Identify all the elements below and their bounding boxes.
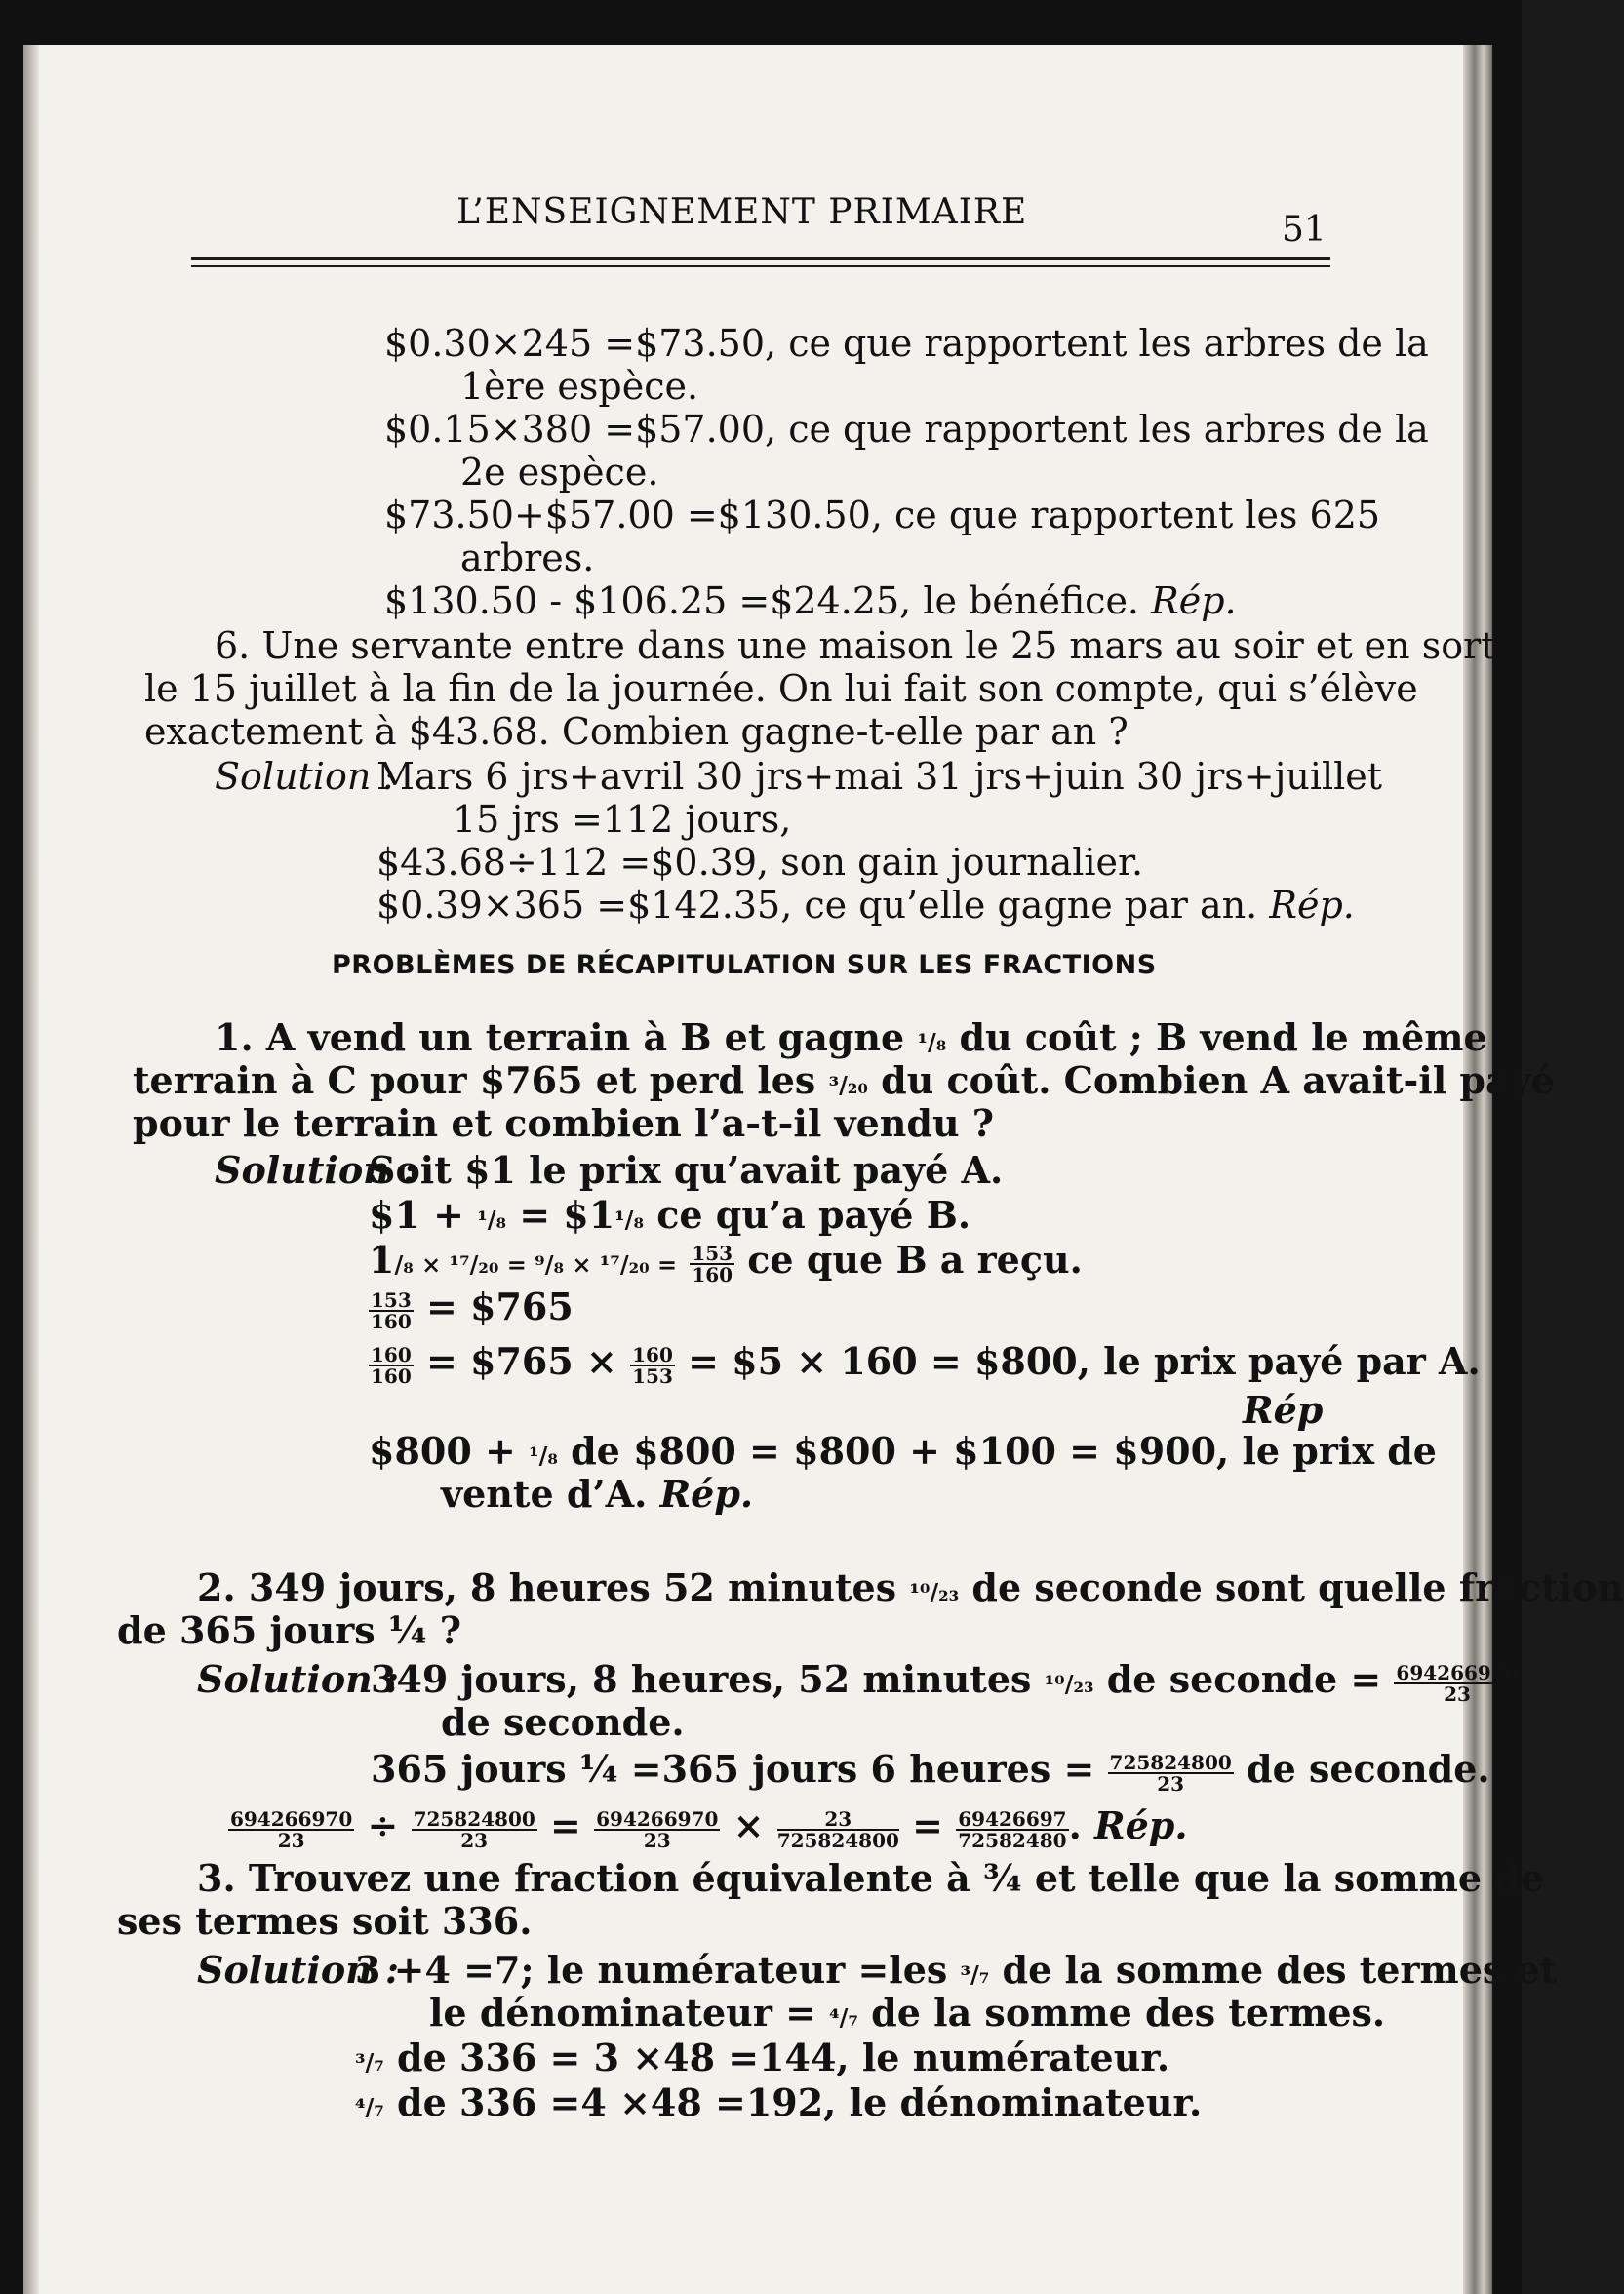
text-line: 365 jours ¼ =365 jours 6 heures = $\frac{725824800}{23}$ de seconde. xyxy=(371,1747,1490,1796)
fraction-725824800-23: $\frac{725824800}{23}$ xyxy=(413,1806,535,1852)
fraction-160-153: $\frac{160}{153}$ xyxy=(632,1342,673,1388)
fraction-694266970-23: $\frac{694266970}{23}$ xyxy=(1396,1660,1519,1706)
text-line: Mars 6 jrs+avril 30 jrs+mai 31 jrs+juin 30 jrs+juillet xyxy=(376,755,1383,798)
fraction-160-160: $\frac{160}{160}$ xyxy=(371,1342,412,1388)
book-page xyxy=(23,45,1624,2294)
fraction-153-160: $\frac{153}{160}$ xyxy=(371,1287,412,1333)
problem-6-line: 6. Une servante entre dans une maison le 25 mars au soir et en sort xyxy=(215,624,1496,667)
text-line: $\frac{153}{160}$ = $765 xyxy=(371,1285,574,1333)
text-line: $73.50+$57.00 =$130.50, ce que rapportent les 625 xyxy=(384,494,1381,536)
text-line: 15 jrs =112 jours, xyxy=(453,798,792,841)
problem-2-line: de 365 jours ¼ ? xyxy=(117,1608,462,1652)
text-line: de seconde. xyxy=(441,1700,685,1744)
text-line: ³/₇ de 336 = 3 ×48 =144, le numérateur. xyxy=(355,2036,1170,2079)
text-line: $\frac{694266970}{23}$ ÷ $\frac{725824800}{23}$ = $\frac{694266970}{23}$ × $\frac{23}{725824800}$ = $\frac{69426697}{72582480}$ . Rép. xyxy=(230,1803,1188,1852)
text-line: 349 jours, 8 heures, 52 minutes ¹⁰/₂₃ de seconde = $\frac{694266970}{23}$ xyxy=(371,1657,1519,1706)
solution-label: Solution : xyxy=(197,1657,400,1701)
problem-1-line: pour le terrain et combien l’a-t-il vendu ? xyxy=(133,1101,995,1145)
page-number: 51 xyxy=(1282,210,1327,250)
answer-label: Rép xyxy=(1243,1388,1324,1432)
solution-label: Solution : xyxy=(215,1148,417,1192)
text-line: $\frac{160}{160}$ = $765 × $\frac{160}{153}$ = $5 × 160 = $800, le prix payé par A. xyxy=(371,1339,1481,1388)
text-line: Soit $1 le prix qu’avait payé A. xyxy=(369,1148,1004,1192)
problem-1-line: 1. A vend un terrain à B et gagne ¹/₈ du coût ; B vend le même xyxy=(215,1015,1487,1059)
fraction-69426697-72582480: $\frac{69426697}{72582480}$ xyxy=(958,1806,1067,1852)
problem-6-line: le 15 juillet à la fin de la journée. On lui fait son compte, qui s’élève xyxy=(144,667,1418,710)
text-line: 1/₈ × ¹⁷/₂₀ = ⁹/₈ × ¹⁷/₂₀ = $\frac{153}{160}$ ce que B a reçu. xyxy=(369,1238,1083,1286)
text-line: vente d’A. Rép. xyxy=(441,1472,754,1516)
text-line: 2e espèce. xyxy=(460,451,659,494)
text-line: $1 + ¹/₈ = $1¹/₈ ce qu’a payé B. xyxy=(369,1193,971,1237)
header-rule-top xyxy=(191,257,1330,260)
fraction-694266970-23: $\frac{694266970}{23}$ xyxy=(230,1806,353,1852)
page-left-edge xyxy=(23,45,39,2294)
fraction-725824800-23: $\frac{725824800}{23}$ xyxy=(1109,1750,1232,1796)
text-line: $0.39×365 =$142.35, ce qu’elle gagne par an. Rép. xyxy=(376,884,1355,927)
text-line: $43.68÷112 =$0.39, son gain journalier. xyxy=(376,841,1144,884)
text-line: $0.15×380 =$57.00, ce que rapportent les arbres de la xyxy=(384,408,1429,451)
text-line: 1ère espèce. xyxy=(460,365,699,408)
fraction-694266970-23: $\frac{694266970}{23}$ xyxy=(596,1806,719,1852)
solution-label: Solution : xyxy=(197,1948,400,1992)
fraction-153-160: $\frac{153}{160}$ xyxy=(692,1241,733,1286)
text-line: 3 +4 =7; le numérateur =les ³/₇ de la somme des termes et xyxy=(355,1948,1558,1992)
text-line: $0.30×245 =$73.50, ce que rapportent les arbres de la xyxy=(384,322,1429,365)
problem-6-line: exactement à $43.68. Combien gagne-t-elle par an ? xyxy=(144,710,1129,753)
text-line: $130.50 - $106.25 =$24.25, le bénéfice. Rép. xyxy=(384,579,1237,622)
text-line: le dénominateur = ⁴/₇ de la somme des termes. xyxy=(429,1991,1386,2035)
text-line: ⁴/₇ de 336 =4 ×48 =192, le dénominateur. xyxy=(355,2080,1203,2124)
problem-3-line: ses termes soit 336. xyxy=(117,1899,533,1943)
header-rule-bottom xyxy=(191,265,1330,267)
text-line: arbres. xyxy=(460,536,595,579)
text-line: $800 + ¹/₈ de $800 = $800 + $100 = $900, le prix de xyxy=(369,1429,1437,1473)
solution-label: Solution : xyxy=(215,755,396,798)
problem-3-line: 3. Trouvez une fraction équivalente à ¾ et telle que la somme de xyxy=(197,1856,1545,1900)
section-title: PROBLÈMES DE RÉCAPITULATION SUR LES FRACTIONS xyxy=(332,950,1157,980)
fraction-23-725824800: $\frac{23}{725824800}$ xyxy=(776,1806,899,1852)
problem-2-line: 2. 349 jours, 8 heures 52 minutes ¹⁰/₂₃ de seconde sont quelle fraction xyxy=(197,1565,1624,1609)
running-header: L’ENSEIGNEMENT PRIMAIRE xyxy=(456,192,1028,232)
problem-1-line: terrain à C pour $765 et perd les ³/₂₀ du coût. Combien A avait-il payé xyxy=(133,1058,1555,1102)
